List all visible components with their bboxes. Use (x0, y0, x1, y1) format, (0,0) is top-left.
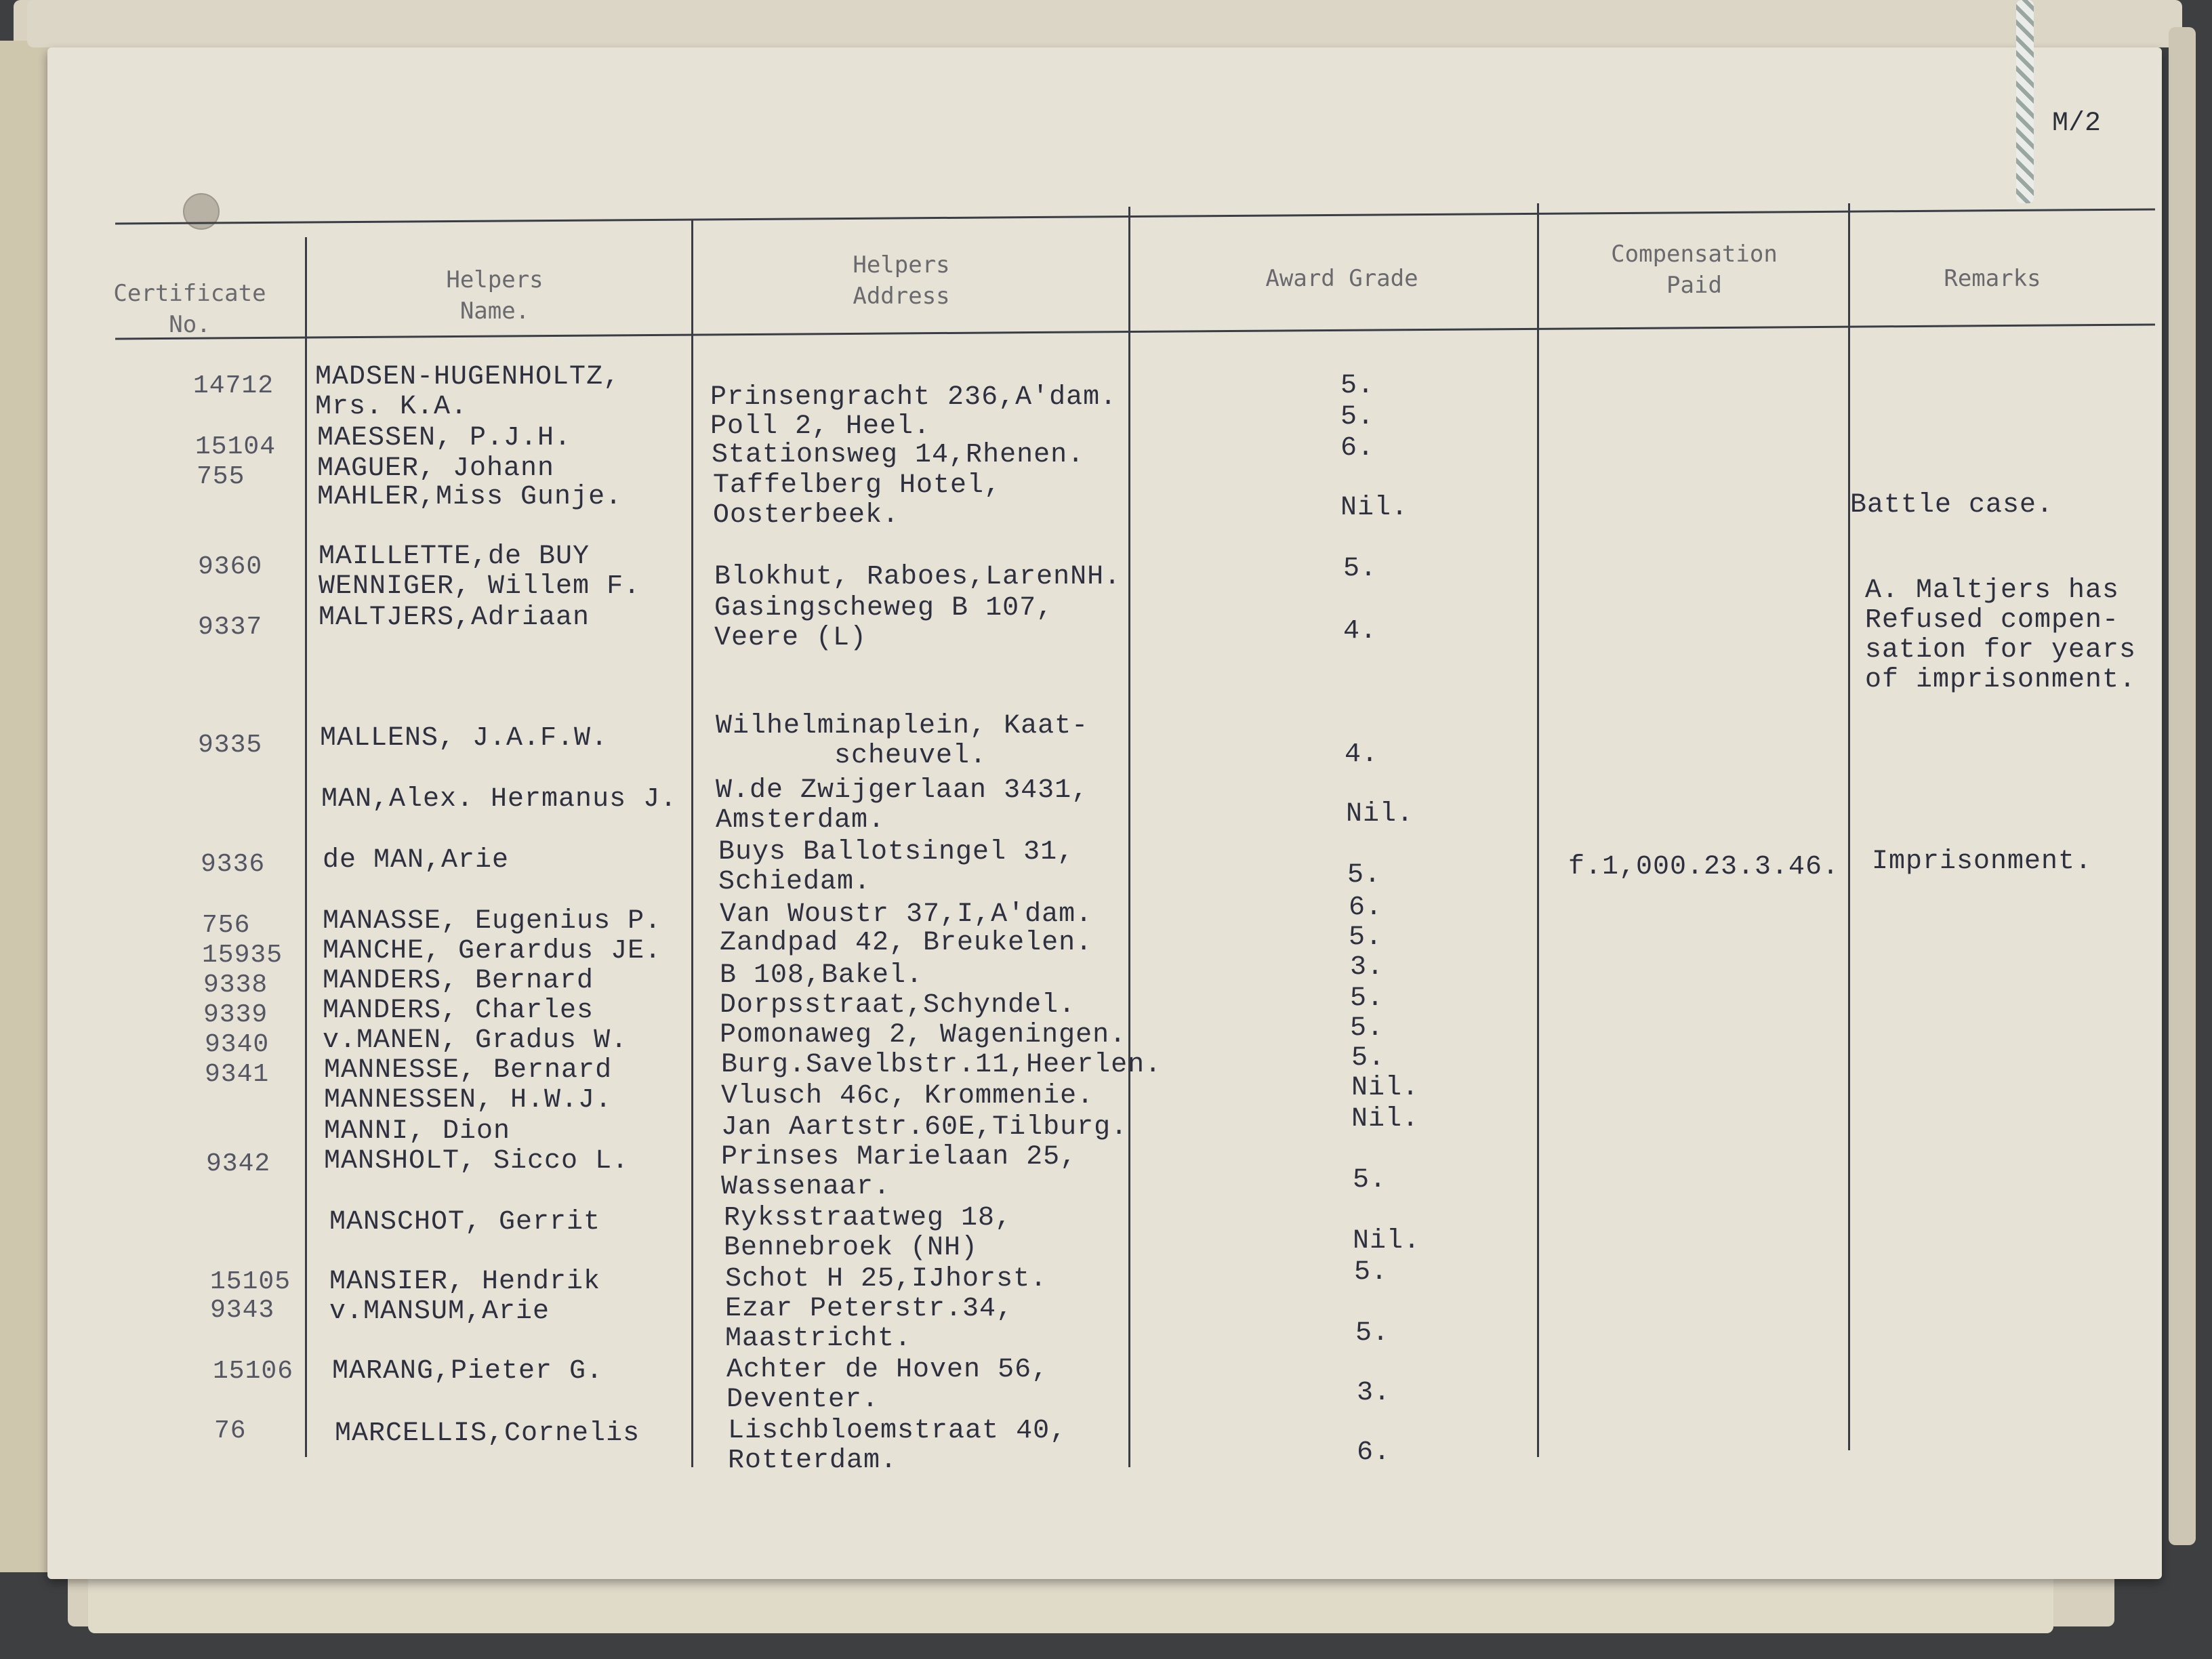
award-grade: 5. (1355, 1318, 1390, 1349)
helper-name: MALLENS, J.A.F.W. (320, 723, 609, 754)
helper-name: MANDERS, Bernard (323, 966, 594, 996)
column-divider (1128, 207, 1130, 1467)
helper-name: MANSCHOT, Gerrit (329, 1207, 601, 1237)
helper-name: MANSHOLT, Sicco L. (324, 1146, 630, 1176)
cert-no: 9339 (203, 1000, 268, 1029)
helper-name: MANNI, Dion (324, 1116, 511, 1147)
helper-address: Dorpsstraat,Schyndel. (720, 990, 1076, 1021)
award-grade: 4. (1345, 739, 1379, 770)
cert-no: 9335 (198, 731, 263, 760)
award-grade: 5. (1343, 554, 1378, 584)
helper-name: MANNESSEN, H.W.J. (324, 1085, 613, 1115)
header-address: Helpers Address (853, 251, 950, 310)
award-grade: 5. (1350, 983, 1385, 1014)
helper-name: MAGUER, Johann (317, 453, 555, 484)
helper-name: MAESSEN, P.J.H. (317, 423, 572, 453)
helper-address: Van Woustr 37,I,A'dam. (720, 899, 1093, 930)
helper-name: MARANG,Pieter G. (332, 1356, 604, 1387)
helper-address: Wilhelminaplein, Kaat- scheuvel. (716, 711, 1089, 771)
helper-name: MALTJERS,Adriaan (319, 602, 590, 633)
cert-no: 14712 (193, 371, 274, 401)
helper-address: Prinses Marielaan 25, Wassenaar. (721, 1142, 1078, 1202)
cert-no: 9343 (210, 1296, 275, 1325)
cert-no: 9336 (201, 850, 266, 879)
helper-address: Jan Aartstr.60E,Tilburg. (721, 1112, 1128, 1143)
cert-no: 15105 (210, 1267, 291, 1296)
award-grade: 6. (1357, 1437, 1391, 1468)
cert-no: 9340 (205, 1030, 270, 1059)
helper-address: Schot H 25,IJhorst. (725, 1264, 1048, 1294)
award-grade: 5. (1340, 371, 1375, 401)
helper-address: Poll 2, Heel. (710, 411, 931, 442)
header-remarks: Remarks (1944, 265, 2041, 292)
cert-no: 15104 (195, 432, 276, 462)
award-grade: Nil. (1340, 493, 1409, 523)
remarks: Imprisonment. (1872, 846, 2093, 877)
award-grade: 5. (1349, 922, 1383, 953)
award-grade: 5. (1351, 1043, 1386, 1073)
helper-name: MANSIER, Hendrik (329, 1267, 601, 1297)
award-grade: 6. (1340, 433, 1375, 464)
helper-name: MANASSE, Eugenius P. (323, 906, 662, 937)
award-grade: Nil. (1353, 1226, 1421, 1256)
helper-address: B 108,Bakel. (720, 960, 924, 991)
award-grade: 3. (1350, 952, 1385, 983)
helper-address: Zandpad 42, Breukelen. (720, 928, 1093, 958)
page-reference: M/2 (2052, 108, 2102, 139)
award-grade: 5. (1353, 1165, 1387, 1195)
column-divider (1848, 203, 1850, 1450)
helper-name: v.MANEN, Gradus W. (323, 1025, 628, 1056)
award-grade: Nil. (1346, 799, 1414, 830)
helper-name: MANCHE, Gerardus JE. (323, 936, 662, 966)
helper-name: MAILLETTE,de BUY WENNIGER, Willem F. (319, 541, 641, 602)
award-grade: 5. (1354, 1257, 1389, 1288)
award-grade: Nil. (1351, 1104, 1420, 1134)
helper-address: Pomonaweg 2, Wageningen. (720, 1020, 1127, 1050)
cert-no: 15935 (202, 941, 283, 970)
award-grade: Nil. (1351, 1073, 1420, 1103)
column-divider (691, 220, 693, 1467)
helper-name: MADSEN-HUGENHOLTZ, Mrs. K.A. (315, 362, 621, 422)
helper-address: Lischbloemstraat 40, Rotterdam. (728, 1416, 1067, 1476)
cert-no: 9338 (203, 970, 268, 1000)
helper-name: de MAN,Arie (323, 845, 510, 876)
helper-name: v.MANSUM,Arie (329, 1296, 550, 1327)
cert-no: 76 (214, 1416, 247, 1446)
helper-address: Vlusch 46c, Krommenie. (721, 1081, 1094, 1111)
award-grade: 5. (1340, 402, 1375, 432)
column-divider (305, 237, 307, 1457)
header-name: Helpers Name. (446, 266, 544, 325)
remarks: A. Maltjers has Refused compen- sation for years of imprisonment. (1865, 575, 2137, 695)
helper-address: Ryksstraatweg 18, Bennebroek (NH) (724, 1203, 1012, 1263)
helper-address: Ezar Peterstr.34, Maastricht. (725, 1294, 1014, 1354)
cert-no: 755 (197, 462, 245, 491)
cert-no: 9337 (198, 613, 263, 642)
award-grade: 5. (1347, 860, 1382, 890)
helper-address: Achter de Hoven 56, Deventer. (726, 1355, 1049, 1415)
helper-name: MANDERS, Charles (323, 996, 594, 1026)
helper-name: MANNESSE, Bernard (324, 1055, 613, 1086)
compensation-paid: f.1,000.23.3.46. (1568, 852, 1840, 882)
helper-name: MARCELLIS,Cornelis (335, 1418, 640, 1449)
helper-address: Gasingscheweg B 107, Veere (L) (714, 593, 1054, 653)
helper-name: MAN,Alex. Hermanus J. (321, 784, 678, 815)
helper-address: Taffelberg Hotel, Oosterbeek. (713, 470, 1002, 531)
cert-no: 9342 (206, 1149, 271, 1179)
award-grade: 5. (1350, 1013, 1385, 1044)
cert-no: 9341 (205, 1060, 270, 1089)
helper-address: Blokhut, Raboes,LarenNH. (714, 562, 1122, 592)
header-award-grade: Award Grade (1265, 265, 1418, 292)
helper-address: W.de Zwijgerlaan 3431, Amsterdam. (716, 775, 1089, 836)
remarks: Battle case. (1850, 490, 2054, 520)
column-divider (1537, 203, 1539, 1457)
cert-no: 9360 (198, 552, 263, 581)
award-grade: 3. (1357, 1378, 1391, 1408)
header-certificate: Certificate No. (113, 280, 266, 338)
cert-no: 15106 (213, 1357, 294, 1386)
helper-name: MAHLER,Miss Gunje. (317, 482, 623, 512)
award-grade: 4. (1343, 616, 1378, 647)
helper-address: Buys Ballotsingel 31, Schiedam. (718, 837, 1075, 897)
helper-address: Stationsweg 14,Rhenen. (712, 440, 1085, 470)
helper-address: Prinsengracht 236,A'dam. (710, 382, 1118, 413)
header-compensation: Compensation Paid (1611, 241, 1778, 299)
helper-address: Burg.Savelbstr.11,Heerlen. (721, 1050, 1162, 1080)
award-grade: 6. (1349, 893, 1383, 923)
cert-no: 756 (202, 911, 251, 940)
